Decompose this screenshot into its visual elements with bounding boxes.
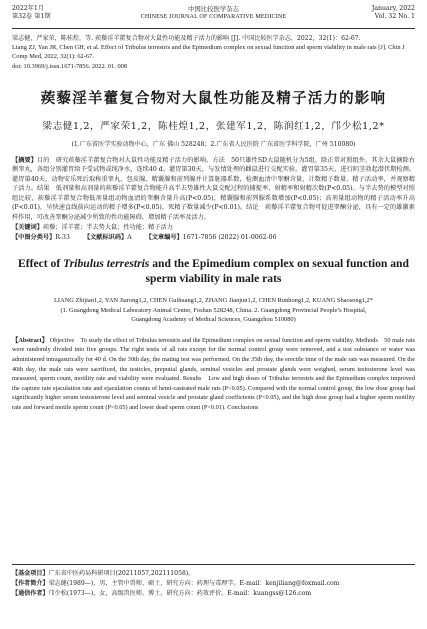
article-title-cn: 蒺藜淫羊藿复合物对大鼠性功能及精子活力的影响 <box>40 89 387 107</box>
affiliation-en-line2: Guangdong Academy of Medical Sciences, Guangzhou 510080) <box>131 316 296 324</box>
corresponding-label: 【通信作者】 <box>12 590 49 597</box>
journal-name-cn: 中国比较医学杂志 <box>187 5 240 13</box>
abstract-en-label: 【Abstract】 <box>12 336 49 344</box>
keywords-cn-label: 【关键词】 <box>12 224 43 232</box>
classification-line <box>12 233 415 243</box>
abstract-en <box>12 336 415 413</box>
footnote-fund <box>12 569 415 579</box>
author-bio-label: 【作者简介】 <box>12 580 49 587</box>
title-en-post: and the Epimedium complex on sexual function and sperm viability in male rats <box>145 257 409 286</box>
article-number-label: 【文章编号】 <box>145 233 183 241</box>
clc-label: 【中图分类号】 <box>12 233 56 241</box>
authors-cn: 梁志健1,2，严家荣1,2，陈桂煌1,2，张建军1,2，陈润红1,2，邝少松1,2* <box>42 120 385 132</box>
issue-date-cn: 2022年1月 <box>12 5 45 12</box>
citation-block <box>12 34 415 71</box>
article-number-value: 1671-7856 (2022) 01-0062-06 <box>182 233 277 241</box>
doc-code-value: A <box>127 233 132 241</box>
footnotes <box>12 564 415 599</box>
doc-code-label: 【文献标识码】 <box>83 233 128 241</box>
volume-issue-en: Vol. 32 No. 1 <box>374 13 415 20</box>
article-title-en <box>12 256 415 286</box>
author-bio-text: 梁志健(1989—)，男，主管中兽师，硕士，研究方向：药理与毒理学。E-mail：kenjiliang@foxmail.com <box>48 580 340 587</box>
affiliation-cn: (1.广东省医学实验动物中心，广东 佛山 528248；2.广东省人民医院 广东省医学科学院，广州 510080) <box>71 140 356 148</box>
clc-value: R-33 <box>55 233 70 241</box>
affiliation-en-line1: (1. Guangdong Medical Laboratory Animal Center, Foshan 528248, China. 2. Guangdong Provincial People’s Hospital, <box>60 306 367 314</box>
citation-cn: 梁志健，严家荣，陈桂煌，等. 蒺藜淫羊藿复合物对大鼠性功能及精子活力的影响 [J]. 中国比较医学杂志，2022，32(1)：62-67. <box>12 35 361 42</box>
citation-en: Liang ZJ, Yan JR, Chen GH, et al. Effect of Tribulus terrestris and the Epimedium complex on sexual function and sperm viability in male rats [J]. Chin J Comp Med, 2022, 32(1): 62-67. <box>12 44 405 61</box>
volume-issue-cn: 第32卷 第1期 <box>12 13 51 20</box>
abstract-cn <box>12 156 415 223</box>
title-en-pre: Effect of <box>18 257 64 271</box>
footnote-author <box>12 579 415 589</box>
fund-label: 【基金项目】 <box>12 570 49 577</box>
doi[interactable]: doi: 10.3969/j.issn.1671-7856. 2022. 01. 008 <box>12 62 128 70</box>
keywords-cn-text: 蒺藜；淫羊藿；半去势大鼠；性功能；精子活力 <box>42 224 173 232</box>
running-header <box>12 4 415 29</box>
footnote-corresponding <box>12 589 415 599</box>
corresponding-text: 邝少松(1973—)，女，高级兽医师，博士，研究方向：药效评价。E-mail：kuangss@126.com <box>48 590 312 597</box>
journal-name <box>12 5 415 21</box>
journal-name-en: CHINESE JOURNAL OF COMPARATIVE MEDICINE <box>140 13 287 20</box>
article-page <box>0 4 427 629</box>
keywords-cn <box>12 223 415 233</box>
issue-date-volume-en <box>372 5 415 21</box>
authors-en: LIANG Zhijian1,2, YAN Jiarong1,2, CHEN Guihuang1,2, ZHANG Jianjun1,2, CHEN Runhong1,2, KUANG Shaosong1,2* <box>54 297 373 305</box>
fund-text: 广东省中医药局科研项目(20211057,202111058)。 <box>48 570 195 577</box>
issue-date-en: January, 2022 <box>371 5 415 12</box>
abstract-en-text: Objective To study the effect of Tribulus terrestris and the Epimedium complex on sexual function and sperm viability. Methods 50 male rats were randomly divided into five groups. The right testis of all rats except for the normal control group were removed, and a test substance or water was administered intragastrically for 40 d. On the 30th day, the mating test was performed. On the 35th day, the erectile time of the male rats was measured. On the 40th day, the male rats were sacrificed, the testicles, preputial glands, seminal vesicles and prostate glands were weighed, serum testosterone level was measured, sperm count, motility rate and viability were evaluated. Results Low and high doses of Tribulus terrestris and the Epimedium complex improved the capture rate ejaculation rate and ejaculation counts of hemi-castrated male rats (P<0.05). Compared with the normal control group, the low dose group had significantly higher serum testosterone level and seminal vesicle and prostate gland coefficients (P<0.05), and the high dose group had a higher sperm motility rate and forward motile sperm count (P<0.05) and lower dead sperm count (P<0.01). Conclusions <box>12 336 415 411</box>
abstract-cn-label: 【摘要】 <box>12 156 38 164</box>
title-en-species: Tribulus terrestris <box>63 257 150 271</box>
abstract-cn-text: 目的 研究蒺藜淫羊藿复合物对大鼠性功能及精子活力的影响。方法 50只雄性SD大鼠随机分为5组，除正常对照组外，其余大鼠摘除右侧睾丸，各组分别灌胃给予受试物或纯净水，连续40 d。灌胃第30天，与发情处理的雌鼠进行交配实验。灌胃第35天，进行阴茎勃起潜伏期检测。灌胃第40天，动物安乐死后取称重睾丸、包皮腺、精囊腺和前列腺并计算脏器系数，检测血清中睾酮含量，计数精子数量、精子活动率，并观察精子活力。结果 低剂量和高剂量的蒺藜淫羊藿复合物能升高半去势雄性大鼠交配过程的捕捉率、射精率和射精次数(P<0.05)。与半去势的模型对照组比较，蒺藜淫羊藿复合物低剂量组动物血清的睾酮含量升高(P<0.05)，精囊腺和前列腺系数增加(P<0.05)；高剂量组动物的精子活动率升高(P<0.01)，呈快速直线前向运动的精子增多(P<0.05)，死精子数量减少(P<0.01)。结论 蒺藜淫羊藿复合物可促进睾酮分泌，具有一定的雄激素样作用，可改善睾酮分泌减少所致的性功能障碍，增加精子活率及活力。 <box>12 156 415 221</box>
